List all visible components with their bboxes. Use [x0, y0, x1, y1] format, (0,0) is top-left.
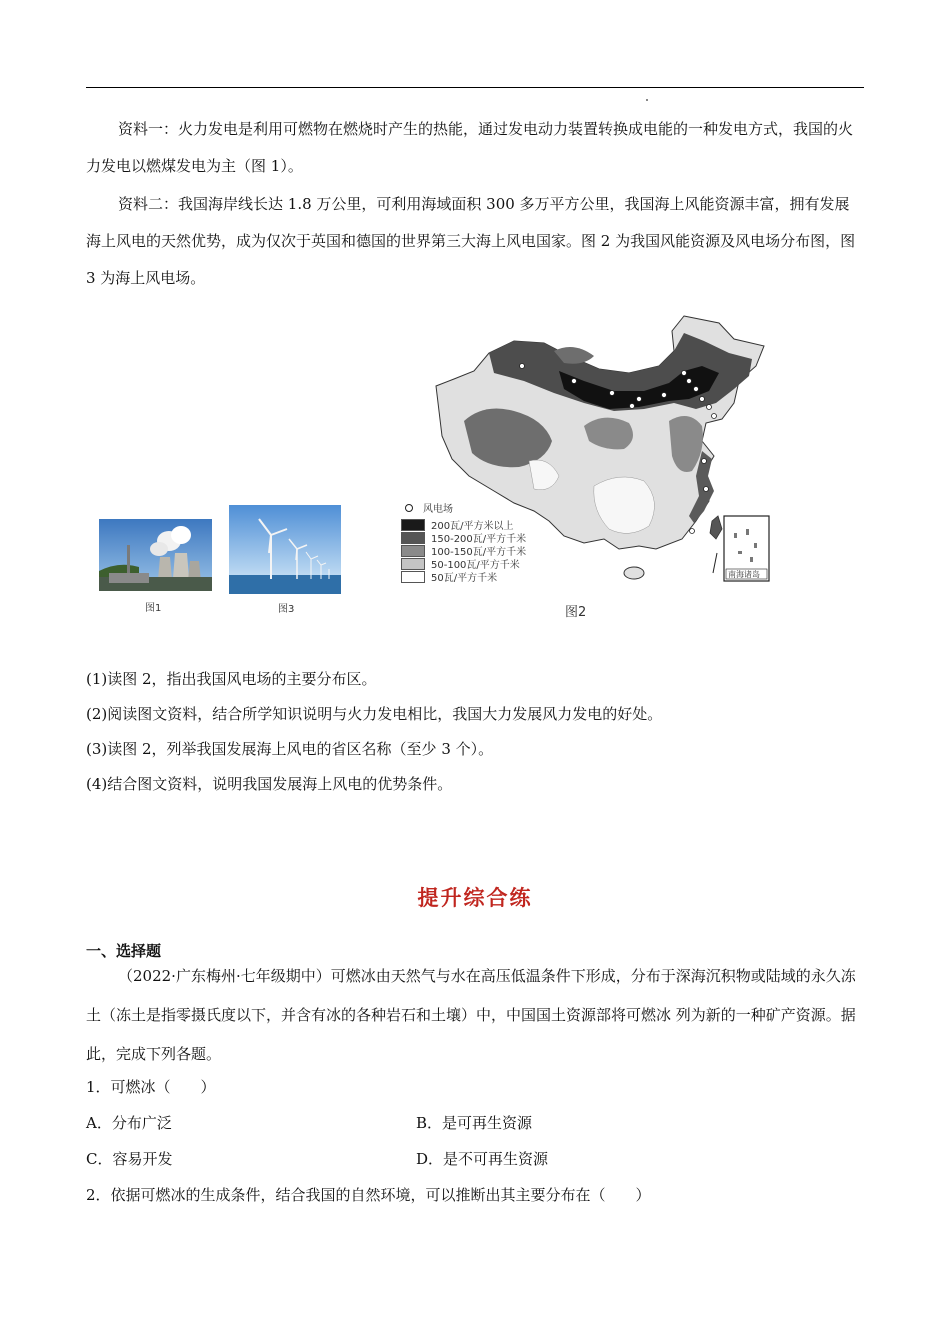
- q1-option-a[interactable]: A．分布广泛: [86, 1114, 172, 1132]
- map-inset-label: 南海诸岛: [728, 570, 760, 579]
- map-legend: [401, 501, 526, 583]
- question-1: (1)读图 2，指出我国风电场的主要分布区。: [86, 670, 377, 688]
- question-2: (2)阅读图文资料，结合所学知识说明与火力发电相比，我国大力发展风力发电的好处。: [86, 705, 663, 723]
- material-two: 资料二：我国海岸线长达 1.8 万公里，可利用海域面积 300 多万平方公里，我国海上风能资源丰富，拥有发展海上风电的天然优势，成为仅次于英国和德国的世界第三大海上风电国家。图 2 为我国风能资源及风电场分布图，图 3 为海上风电场。: [86, 195, 856, 287]
- q2-stem: 2．依据可燃冰的生成条件，结合我国的自然环境，可以推断出其主要分布在（ ）: [86, 1186, 651, 1204]
- legend-swatch: [401, 532, 425, 544]
- figure-3-offshore-wind: [229, 505, 341, 594]
- section-title: 提升综合练: [417, 885, 533, 910]
- material-one: 资料一：火力发电是利用可燃物在燃烧时产生的热能，通过发电动力装置转换成电能的一种发电方式，我国的火力发电以燃煤发电为主（图 1）。: [86, 120, 854, 175]
- legend-label: 100-150瓦/平方千米: [431, 547, 527, 558]
- subsection-heading: 一、选择题: [86, 942, 162, 960]
- legend-station-label: 风电场: [423, 504, 453, 515]
- q1-option-b[interactable]: B．是可再生资源: [416, 1114, 533, 1132]
- q1-stem: 1．可燃冰（ ）: [86, 1078, 216, 1096]
- q1-option-d[interactable]: D．是不可再生资源: [416, 1150, 549, 1168]
- legend-item: [401, 570, 526, 583]
- question-4: (4)结合图文资料，说明我国发展海上风电的优势条件。: [86, 775, 453, 793]
- passage: （2022·广东梅州·七年级期中）可燃冰由天然气与水在高压低温条件下形成，分布于深海沉积物或陆域的永久冻土（冻土是指零摄氏度以下，并含有冰的各种岩石和土壤）中，中国国土资源部将可燃冰 列为新的一种矿产资源。据此，完成下列各题。: [86, 967, 856, 1063]
- legend-swatch: [401, 545, 425, 557]
- header-rule: [86, 87, 864, 88]
- figure-1-power-plant: [99, 519, 212, 591]
- legend-label: 50-100瓦/平方千米: [431, 560, 520, 571]
- legend-swatch: [401, 571, 425, 583]
- legend-swatch: [401, 558, 425, 570]
- legend-station: [405, 501, 526, 514]
- legend-label: 50瓦/平方千米: [431, 573, 498, 584]
- legend-label: 200瓦/平方米以上: [431, 521, 514, 532]
- figure-3-caption: 图3: [278, 604, 295, 615]
- legend-swatch: [401, 519, 425, 531]
- question-3: (3)读图 2，列举我国发展海上风电的省区名称（至少 3 个）。: [86, 740, 494, 758]
- legend-label: 150-200瓦/平方千米: [431, 534, 527, 545]
- station-marker-icon: [405, 504, 413, 512]
- header-dot: [646, 99, 648, 101]
- q1-option-c[interactable]: C．容易开发: [86, 1150, 173, 1168]
- figure-2-caption: 图2: [565, 605, 587, 620]
- figure-1-caption: 图1: [145, 603, 162, 614]
